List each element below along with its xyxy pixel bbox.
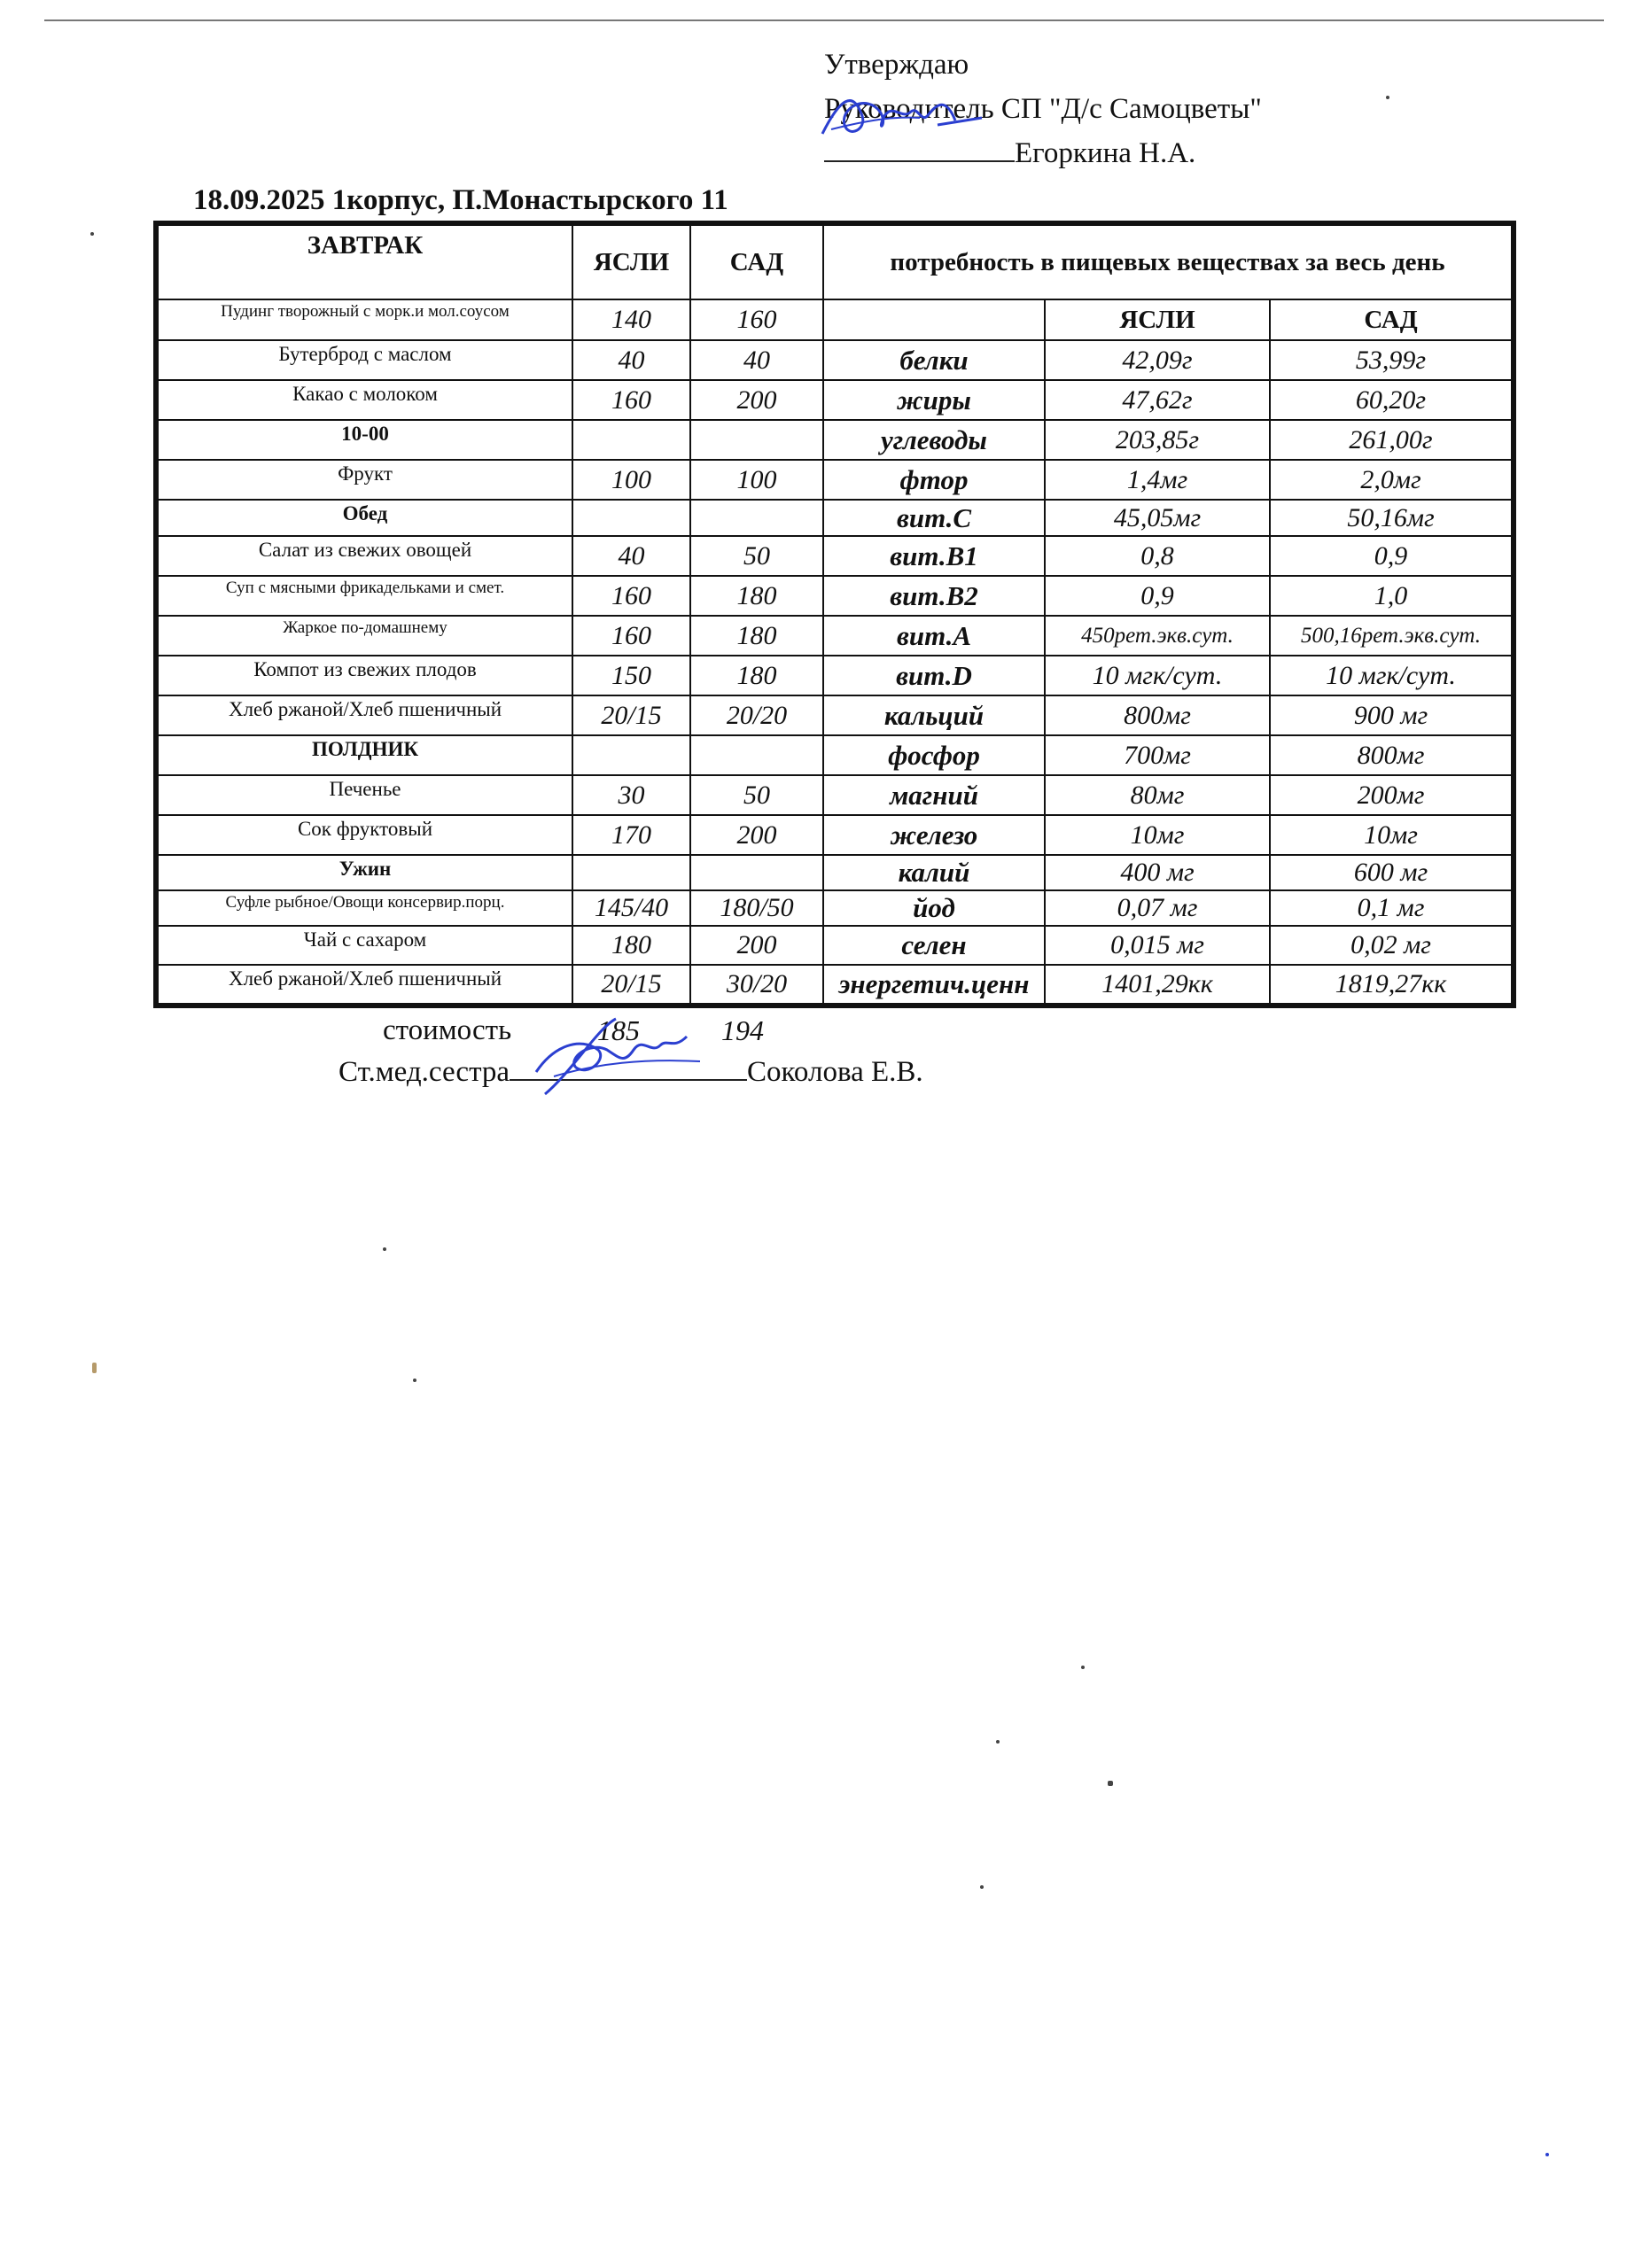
qty-yasli: 20/15 (572, 695, 690, 735)
nutrient-name: вит.В1 (823, 536, 1045, 576)
nutrient-sad: 261,00г (1270, 420, 1512, 460)
scan-speck (413, 1379, 416, 1382)
nutrient-sad: 900 мг (1270, 695, 1512, 735)
dish-name: Суфле рыбное/Овощи консервир.порц. (158, 890, 572, 926)
qty-yasli: 160 (572, 616, 690, 656)
qty-sad: 30/20 (690, 965, 823, 1004)
cost-line (383, 1014, 764, 1047)
nutrient-name: углеводы (823, 420, 1045, 460)
table-row (158, 380, 1512, 420)
qty-yasli: 145/40 (572, 890, 690, 926)
table-row (158, 695, 1512, 735)
top-rule (44, 19, 1604, 21)
table-row (158, 536, 1512, 576)
nutrient-yasli: 1401,29кк (1045, 965, 1270, 1004)
dish-name: Пудинг творожный с морк.и мол.соусом (158, 299, 572, 340)
cost-label: стоимость (383, 1014, 512, 1046)
nutrient-name: вит.А (823, 616, 1045, 656)
table-row (158, 576, 1512, 616)
table-row (158, 926, 1512, 965)
nutrient-sad: 0,9 (1270, 536, 1512, 576)
table-row (158, 340, 1512, 380)
nurse-title: Ст.мед.сестра (339, 1056, 510, 1088)
nutrient-sad: 1819,27кк (1270, 965, 1512, 1004)
nutrient-name: калий (823, 855, 1045, 890)
qty-sad: 180 (690, 656, 823, 695)
qty-sad (690, 855, 823, 890)
approval-position: Руководитель СП "Д/с Самоцветы" (824, 93, 1262, 125)
nutrient-sad: 60,20г (1270, 380, 1512, 420)
qty-yasli (572, 855, 690, 890)
nutrient-yasli: 450рет.экв.сут. (1045, 616, 1270, 656)
table-row (158, 500, 1512, 536)
qty-yasli: 150 (572, 656, 690, 695)
document-title: 18.09.2025 1корпус, П.Монастырского 11 (193, 184, 728, 216)
header-needs: потребность в пищевых веществах за весь день (823, 225, 1512, 299)
nutrient-yasli: 0,8 (1045, 536, 1270, 576)
dish-name: Салат из свежих овощей (158, 536, 572, 576)
nutrient-sad: 500,16рет.экв.сут. (1270, 616, 1512, 656)
needs-header-yasli: ЯСЛИ (1045, 299, 1270, 340)
meal-section: Ужин (158, 855, 572, 890)
dish-name: Сок фруктовый (158, 815, 572, 855)
qty-sad: 180 (690, 616, 823, 656)
nutrient-yasli: 203,85г (1045, 420, 1270, 460)
qty-sad (690, 735, 823, 775)
qty-sad (690, 420, 823, 460)
scan-speck (1386, 96, 1389, 99)
qty-sad: 20/20 (690, 695, 823, 735)
dish-name: Жаркое по-домашнему (158, 616, 572, 656)
scan-speck (980, 1885, 984, 1889)
nutrient-yasli: 0,07 мг (1045, 890, 1270, 926)
meal-section: ПОЛДНИК (158, 735, 572, 775)
table-row (158, 420, 1512, 460)
nutrient-name: селен (823, 926, 1045, 965)
nurse-signature-line (339, 1054, 923, 1089)
nutrient-name: вит.С (823, 500, 1045, 536)
handwritten-signature-icon (813, 81, 991, 151)
cost-yasli: 185 (597, 1014, 640, 1046)
nutrient-name: белки (823, 340, 1045, 380)
nutrient-yasli: 10 мгк/сут. (1045, 656, 1270, 695)
meal-section: 10-00 (158, 420, 572, 460)
nutrient-name (823, 299, 1045, 340)
scan-speck (996, 1740, 1000, 1744)
nurse-name: Соколова Е.В. (747, 1056, 923, 1088)
dish-name: Хлеб ржаной/Хлеб пшеничный (158, 695, 572, 735)
qty-sad: 180 (690, 576, 823, 616)
qty-yasli: 40 (572, 340, 690, 380)
qty-sad: 40 (690, 340, 823, 380)
scan-speck (92, 1363, 97, 1373)
qty-yasli (572, 420, 690, 460)
qty-yasli: 20/15 (572, 965, 690, 1004)
qty-yasli: 180 (572, 926, 690, 965)
table-row (158, 616, 1512, 656)
dish-name: Фрукт (158, 460, 572, 500)
approval-block (824, 43, 1262, 175)
qty-sad: 50 (690, 775, 823, 815)
table-row (158, 735, 1512, 775)
nutrient-name: вит.В2 (823, 576, 1045, 616)
nutrient-sad: 2,0мг (1270, 460, 1512, 500)
nutrient-name: йод (823, 890, 1045, 926)
table-row (158, 775, 1512, 815)
qty-sad: 200 (690, 926, 823, 965)
qty-sad (690, 500, 823, 536)
table-row (158, 460, 1512, 500)
nutrient-sad: 0,02 мг (1270, 926, 1512, 965)
qty-yasli: 100 (572, 460, 690, 500)
qty-yasli: 30 (572, 775, 690, 815)
dish-name: Печенье (158, 775, 572, 815)
meal-section: Обед (158, 500, 572, 536)
nutrient-name: железо (823, 815, 1045, 855)
qty-yasli: 40 (572, 536, 690, 576)
table-row (158, 890, 1512, 926)
nutrient-name: кальций (823, 695, 1045, 735)
dish-name: Бутерброд с маслом (158, 340, 572, 380)
nutrient-sad: 50,16мг (1270, 500, 1512, 536)
qty-yasli: 160 (572, 380, 690, 420)
dish-name: Какао с молоком (158, 380, 572, 420)
scan-speck (90, 232, 94, 236)
table-row (158, 815, 1512, 855)
nutrient-sad: 0,1 мг (1270, 890, 1512, 926)
nutrient-name: энергетич.ценн (823, 965, 1045, 1004)
header-sad: САД (690, 225, 823, 299)
scan-speck (1081, 1666, 1085, 1669)
qty-yasli (572, 500, 690, 536)
nutrient-sad: 53,99г (1270, 340, 1512, 380)
needs-header-sad: САД (1270, 299, 1512, 340)
menu-table (157, 224, 1513, 1005)
table-header-row (158, 225, 1512, 299)
qty-yasli: 160 (572, 576, 690, 616)
nutrient-name: вит.D (823, 656, 1045, 695)
qty-sad: 180/50 (690, 890, 823, 926)
approval-heading: Утверждаю (824, 49, 969, 81)
nutrient-name: фтор (823, 460, 1045, 500)
nutrient-sad: 800мг (1270, 735, 1512, 775)
nutrient-name: жиры (823, 380, 1045, 420)
cost-sad: 194 (721, 1014, 764, 1046)
qty-sad: 200 (690, 815, 823, 855)
nutrient-yasli: 800мг (1045, 695, 1270, 735)
nurse-signature (510, 1054, 747, 1081)
nutrient-sad: 200мг (1270, 775, 1512, 815)
qty-sad: 50 (690, 536, 823, 576)
nutrient-yasli: 700мг (1045, 735, 1270, 775)
nutrient-yasli: 0,9 (1045, 576, 1270, 616)
qty-yasli (572, 735, 690, 775)
header-yasli: ЯСЛИ (572, 225, 690, 299)
nutrient-name: магний (823, 775, 1045, 815)
nutrient-name: фосфор (823, 735, 1045, 775)
nutrient-yasli: 0,015 мг (1045, 926, 1270, 965)
nutrient-sad: 10мг (1270, 815, 1512, 855)
table-row (158, 656, 1512, 695)
nutrient-yasli: 1,4мг (1045, 460, 1270, 500)
qty-yasli: 140 (572, 299, 690, 340)
nutrient-sad: 600 мг (1270, 855, 1512, 890)
nutrient-yasli: 47,62г (1045, 380, 1270, 420)
qty-yasli: 170 (572, 815, 690, 855)
director-signature (824, 136, 1015, 162)
table-row (158, 965, 1512, 1004)
nutrient-yasli: 400 мг (1045, 855, 1270, 890)
approval-signer-name: Егоркина Н.А. (1015, 137, 1196, 169)
qty-sad: 100 (690, 460, 823, 500)
approval-signature-line (824, 131, 1262, 175)
dish-name: Чай с сахаром (158, 926, 572, 965)
nutrient-yasli: 42,09г (1045, 340, 1270, 380)
nutrient-yasli: 10мг (1045, 815, 1270, 855)
nutrient-yasli: 80мг (1045, 775, 1270, 815)
dish-name: Хлеб ржаной/Хлеб пшеничный (158, 965, 572, 1004)
qty-sad: 200 (690, 380, 823, 420)
header-meal: ЗАВТРАК (158, 225, 572, 299)
handwritten-signature-icon (518, 1010, 713, 1107)
table-row (158, 299, 1512, 340)
scan-speck (1545, 2153, 1549, 2156)
dish-name: Компот из свежих плодов (158, 656, 572, 695)
dish-name: Суп с мясными фрикадельками и смет. (158, 576, 572, 616)
nutrient-yasli: 45,05мг (1045, 500, 1270, 536)
scan-speck (383, 1247, 386, 1251)
nutrient-sad: 1,0 (1270, 576, 1512, 616)
qty-sad: 160 (690, 299, 823, 340)
table-row (158, 855, 1512, 890)
scan-speck (1108, 1781, 1113, 1786)
nutrient-sad: 10 мгк/сут. (1270, 656, 1512, 695)
